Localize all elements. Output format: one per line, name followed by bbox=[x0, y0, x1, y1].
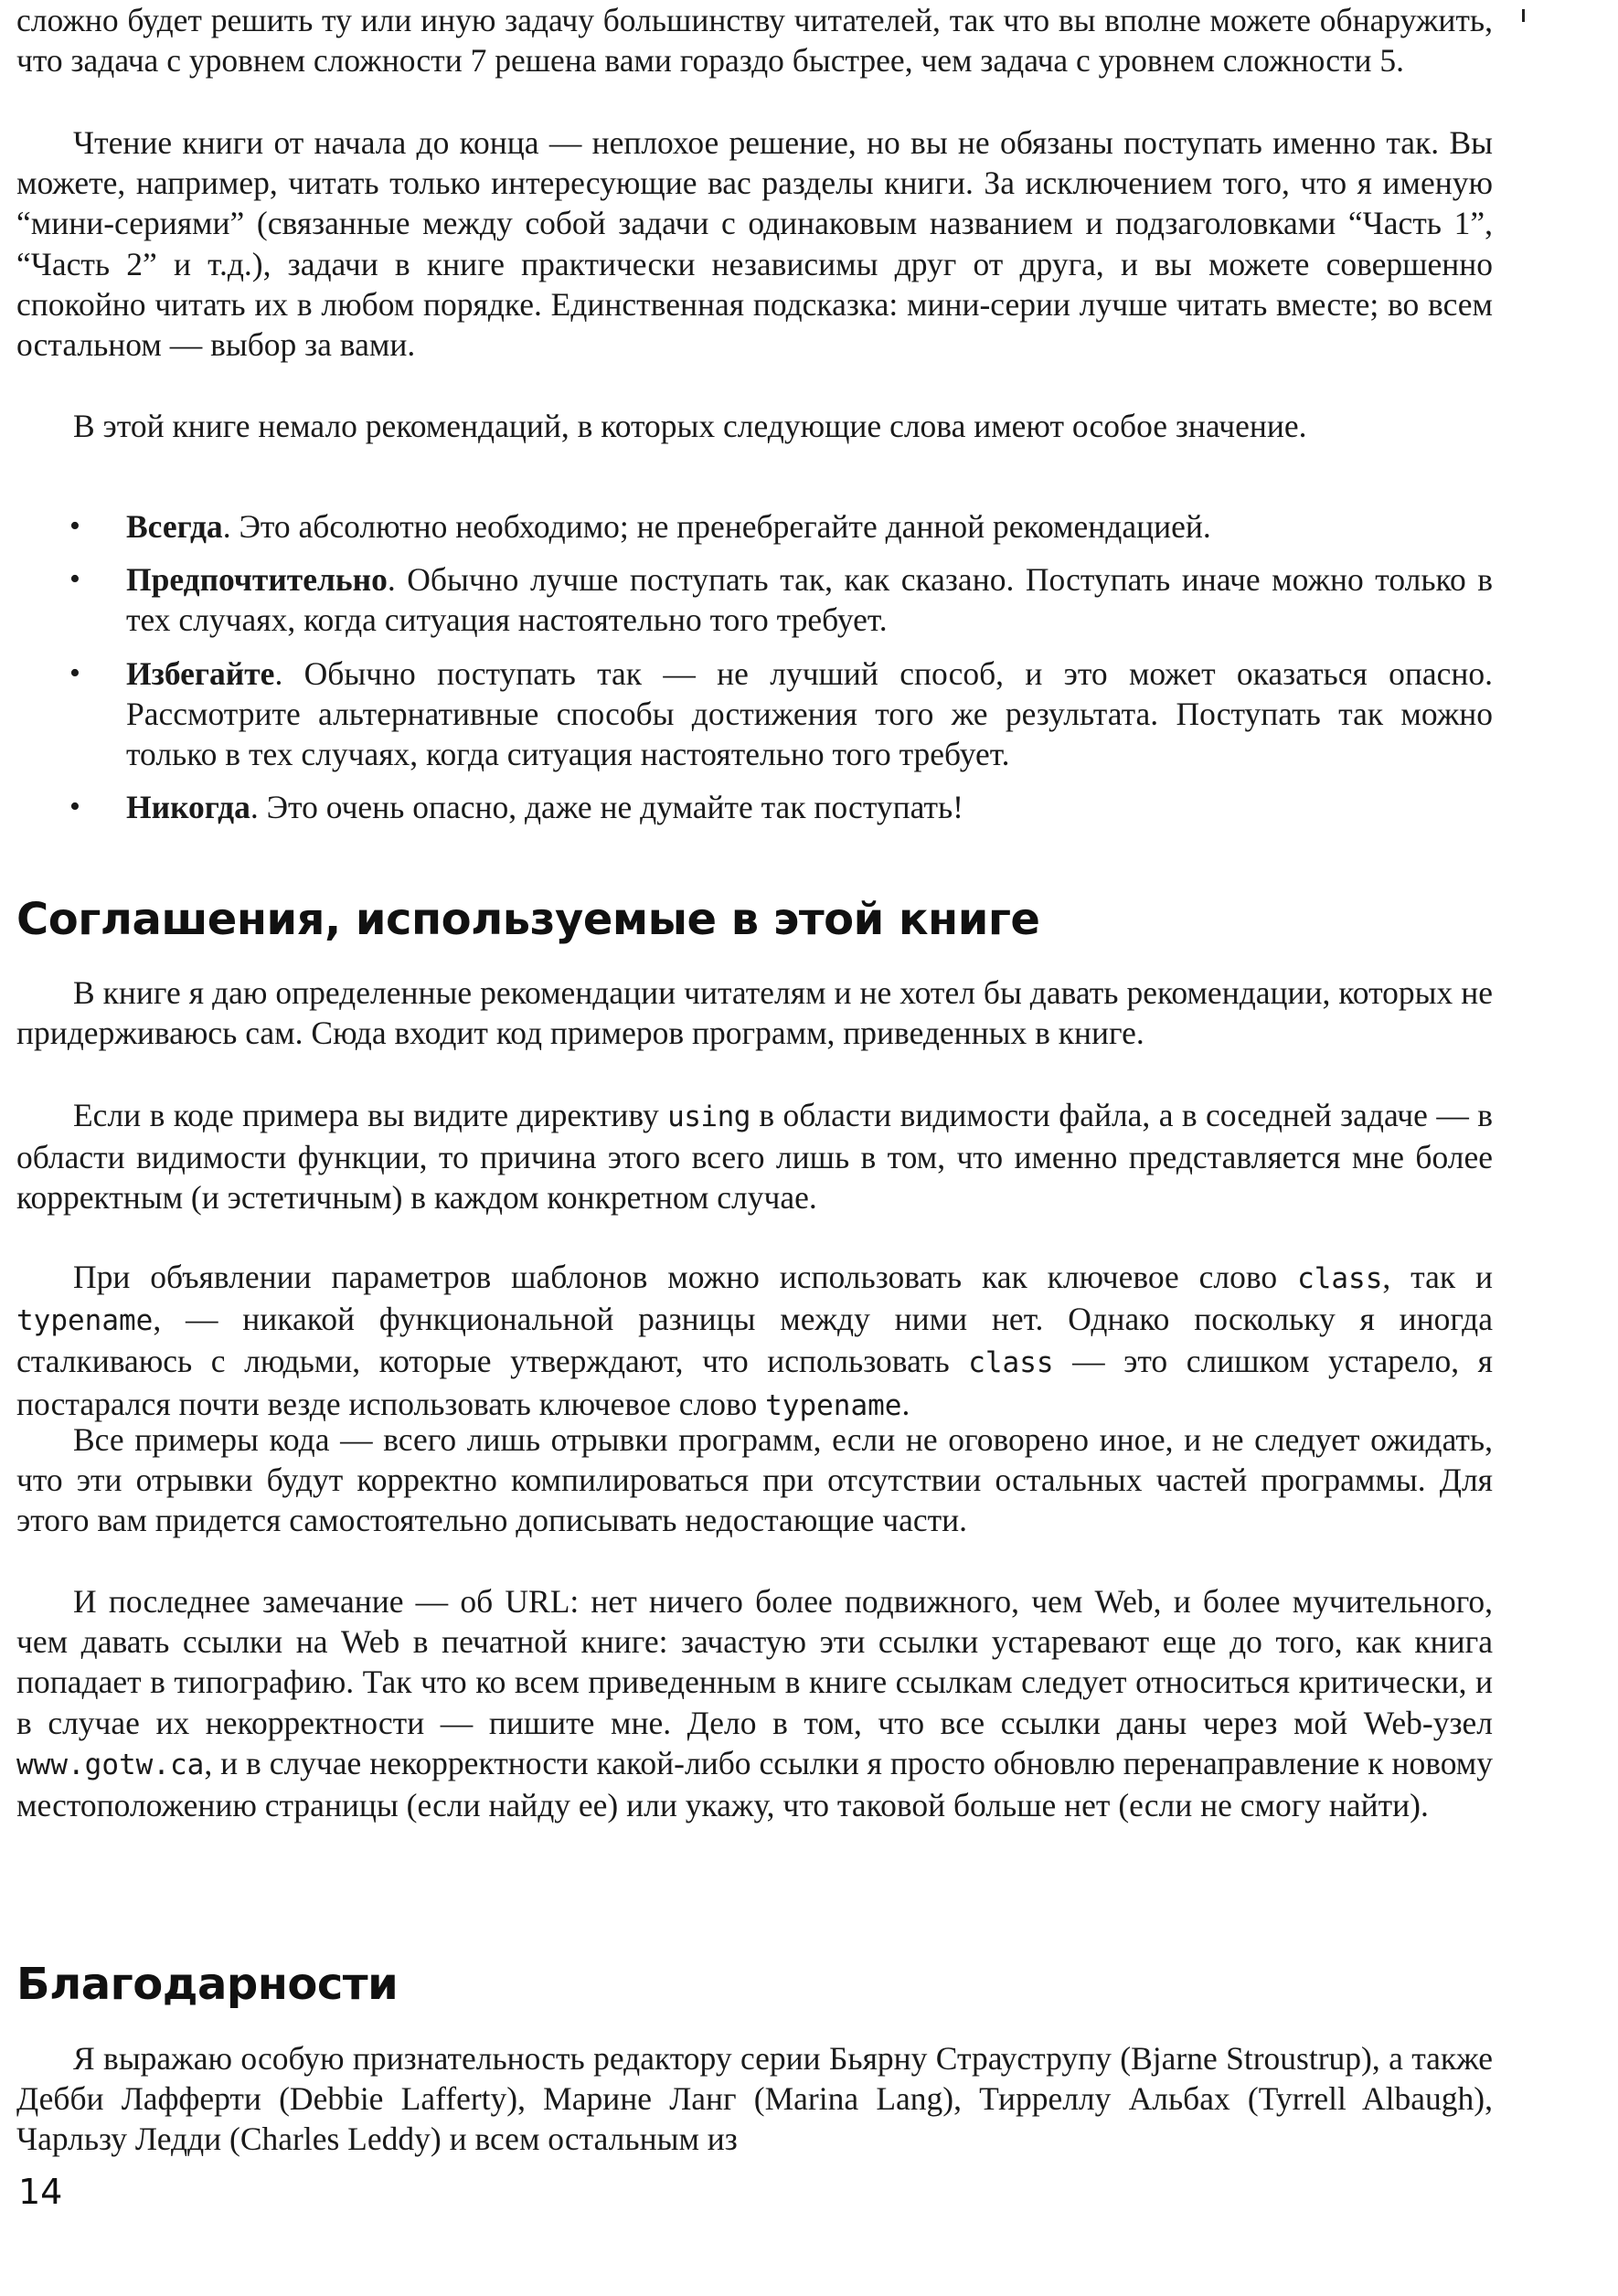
conventions-paragraph-3 bbox=[16, 1257, 1493, 1426]
text-run: , — никакой функциональной разницы между ними нет. Однако поскольку я иногда сталкиваюсь с людьми, которые утверждают, что использовать bbox=[16, 1301, 1493, 1380]
text-run: , так и bbox=[1382, 1259, 1493, 1295]
conventions-paragraph-4: Все примеры кода — всего лишь отрывки программ, если не оговорено иное, и не следует ожидать, что эти отрывки будут корректно компилироваться при отсутствии остальных частей программы. Для этого вам придется самостоятельно дописывать недостающие части. bbox=[16, 1421, 1493, 1539]
page-number: 14 bbox=[18, 2172, 63, 2212]
section-heading-acknowledgements: Благодарности bbox=[16, 1959, 399, 2010]
text-run: Если в коде примера вы видите директиву bbox=[73, 1097, 668, 1133]
text-run: При объявлении параметров шаблонов можно использовать как ключевое слово bbox=[73, 1259, 1298, 1295]
code-typename: typename bbox=[16, 1304, 154, 1338]
text-run: . bbox=[901, 1385, 910, 1422]
term: Избегайте bbox=[126, 654, 275, 692]
text-run: , и в случае некорректности какой-либо ссылки я просто обновлю перенаправление к новому местоположению страницы (если найду ее) или укажу, что таковой больше нет (если не смогу найти). bbox=[16, 1744, 1493, 1824]
intro-paragraph-2: Чтение книги от начала до конца — неплохое решение, но вы не обязаны поступать именно так. Вы можете, например, читать только интересующие вас разделы книги. За исключением того, что я именую “мини-сериями” (связанные между собой задачи с одинаковым названием и подзаголовками “Часть 1”, “Часть 2” и т.д.), задачи в книге практически независимы друг от друга, и вы можете совершенно спокойно читать их в любом порядке. Единственная подсказка: мини-серии лучше читать вместе; во всем остальном — выбор за вами. bbox=[16, 124, 1493, 364]
intro-paragraph-1: сложно будет решить ту или иную задачу большинству читателей, так что вы вполне можете обнаружить, что задача с уровнем сложности 7 решена вами гораздо быстрее, чем задача с уровнем сложности 5. bbox=[16, 2, 1493, 80]
text-run: И последнее замечание — об URL: нет ничего более подвижного, чем Web, и более мучительного, чем давать ссылки на Web в печатной книге: зачастую эти ссылки устаревают еще до того, как книга попадает в типографию. Так что ко всем приведенным в книге ссылкам следует относиться критически, и в случае их некорректности — пишите мне. Дело в том, что все ссылки даны через мой Web-узел bbox=[16, 1583, 1493, 1741]
code-class: class bbox=[968, 1346, 1054, 1380]
list-item bbox=[16, 787, 1493, 827]
conventions-paragraph-2 bbox=[16, 1095, 1493, 1218]
code-using: using bbox=[667, 1100, 750, 1133]
term: Предпочтительно bbox=[126, 561, 388, 599]
term-text: . Это очень опасно, даже не думайте так поступать! bbox=[250, 789, 963, 826]
text-run: в области видимости файла, а в соседней задаче — в области видимости функции, то причина этого всего лишь в том, что именно представляется мне более корректным (и эстетичным) в каждом конкретном случае. bbox=[16, 1097, 1493, 1217]
term: Всегда bbox=[126, 508, 223, 545]
conventions-paragraph-1: В книге я даю определенные рекомендации читателям и не хотел бы давать рекомендации, которых не придерживаюсь сам. Сюда входит код примеров программ, приведенных в книге. bbox=[16, 974, 1493, 1052]
list-item bbox=[16, 506, 1493, 547]
text-run: — это слишком устарело, я постарался почти везде использовать ключевое слово bbox=[16, 1343, 1493, 1422]
acknowledgements-paragraph-1: Я выражаю особую признательность редактору серии Бьярну Страуструпу (Bjarne Stroustrup), а также Дебби Лафферти (Debbie Lafferty), Марине Ланг (Marina Lang), Тирреллу Альбах (Tyrrell Albaugh), Чарльзу Ледди (Charles Leddy) и всем остальным из bbox=[16, 2040, 1493, 2158]
conventions-paragraph-5 bbox=[16, 1581, 1493, 1825]
term-text: . Обычно лучше поступать так, как сказано. Поступать иначе можно только в тех случаях, когда ситуация настоятельно того требует. bbox=[126, 561, 1493, 639]
recommendation-list bbox=[16, 506, 1493, 840]
code-class: class bbox=[1297, 1262, 1383, 1295]
list-item bbox=[16, 654, 1493, 775]
bullet-icon: • bbox=[69, 655, 80, 690]
bullet-icon: • bbox=[69, 562, 80, 597]
intro-paragraph-3: В этой книге немало рекомендаций, в которых следующие слова имеют особое значение. bbox=[73, 408, 1307, 444]
bullet-icon: • bbox=[69, 790, 80, 824]
url-gotw: www.gotw.ca bbox=[16, 1748, 205, 1781]
margin-mark bbox=[1522, 9, 1525, 22]
bullet-icon: • bbox=[69, 509, 80, 543]
code-typename: typename bbox=[765, 1388, 902, 1422]
book-page bbox=[16, 0, 1493, 2296]
list-item bbox=[16, 559, 1493, 640]
term-text: . Это абсолютно необходимо; не пренебрегайте данной рекомендацией. bbox=[222, 508, 1211, 545]
term-text: . Обычно поступать так — не лучший способ, и это может оказаться опасно. Рассмотрите альтернативные способы достижения того же результата. Поступать так можно только в тех случаях, когда ситуация настоятельно того требует. bbox=[126, 654, 1493, 773]
term: Никогда bbox=[126, 789, 250, 826]
section-heading-conventions: Соглашения, используемые в этой книге bbox=[16, 894, 1040, 945]
